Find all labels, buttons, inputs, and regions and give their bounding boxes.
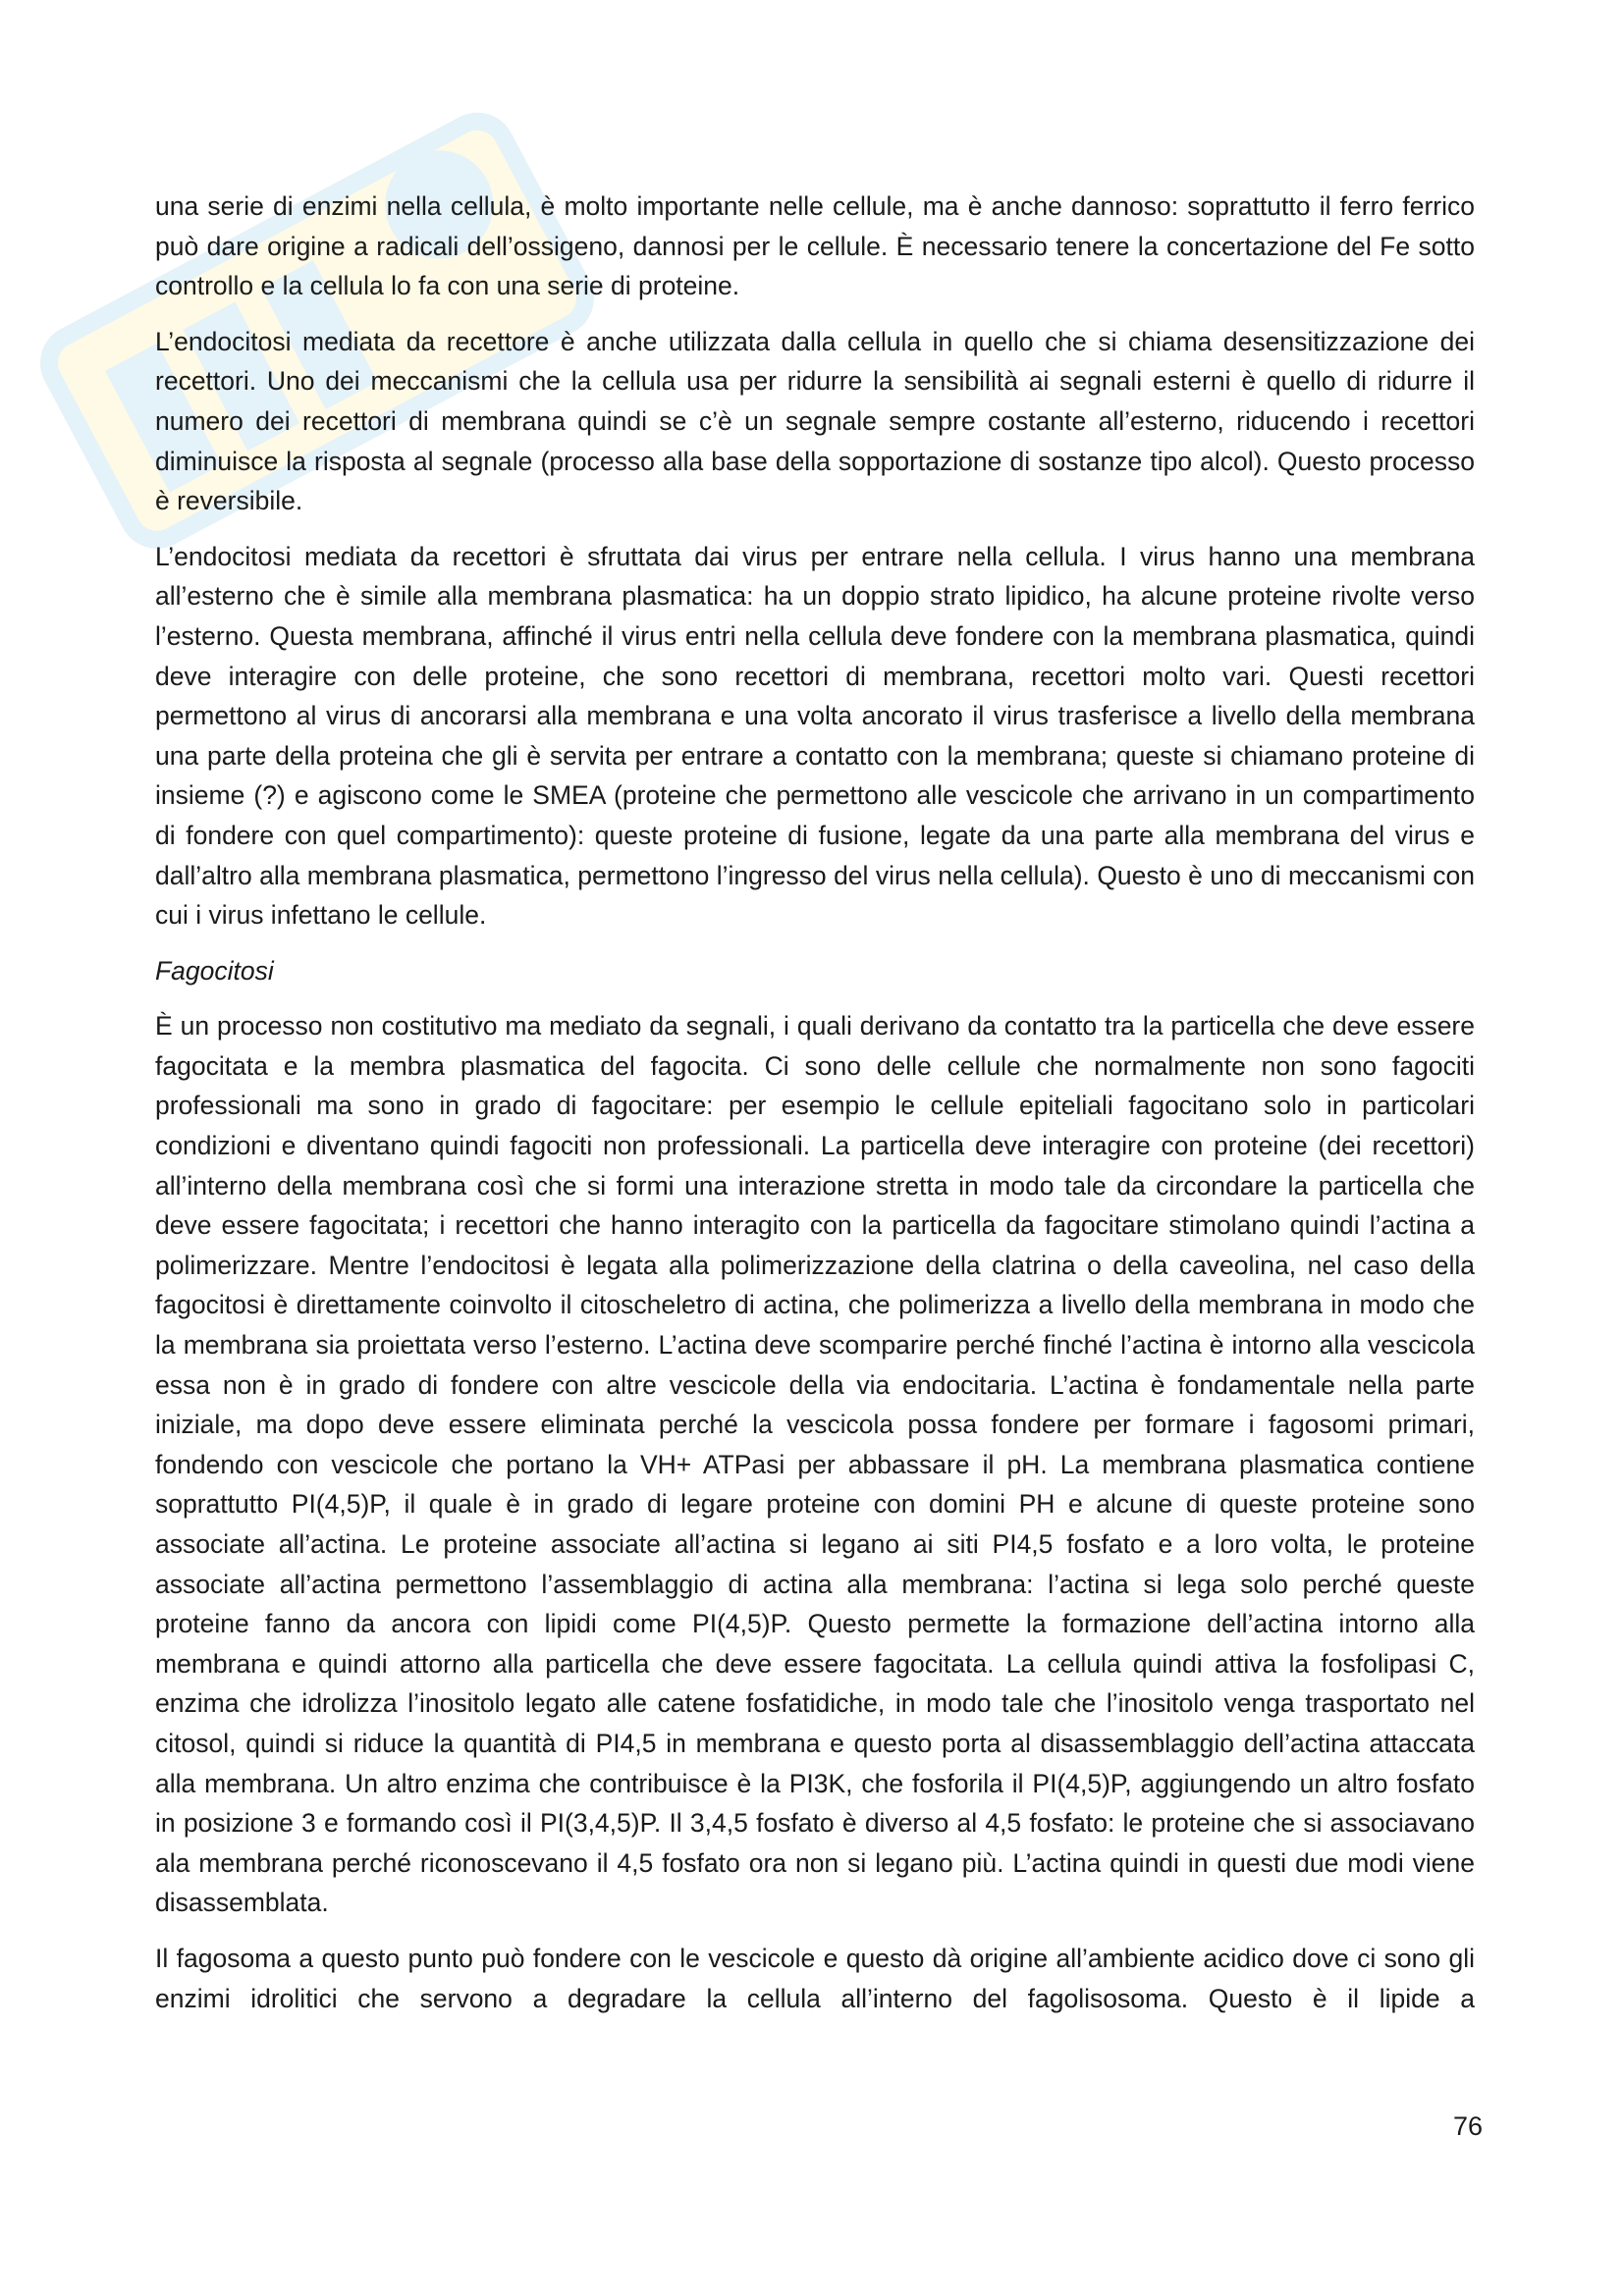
paragraph-fagocitosi: È un processo non costitutivo ma mediato da segnali, i quali derivano da contatto tra la particella che deve essere fagocitata e la membra plasmatica del fagocita. Ci sono delle cellule che normalmente non sono fagociti professionali ma sono in grado di fagocitare: per esempio le cellule epiteliali fagocitano solo in particolari condizioni e diventano quindi fagociti non professionali. La particella deve interagire con proteine (dei recettori) all’interno della membrana così che si formi una interazione stretta in modo tale da circondare la particella che deve essere fagocitata; i recettori che hanno interagito con la particella da fagocitare stimolano quindi l’actina a polimerizzare. Mentre l’endocitosi è legata alla polimerizzazione della clatrina o della caveolina, nel caso della fagocitosi è direttamente coinvolto il citoscheletro di actina, che polimerizza a livello della membrana in modo che la membrana sia proiettata verso l’esterno. L’actina deve scomparire perché finché l’actina è intorno alla vescicola essa non è in grado di fondere con altre vescicole della via endocitaria. L’actina è fondamentale nella parte iniziale, ma dopo deve essere eliminata perché la vescicola possa fondere per formare i fagosomi primari, fondendo con vescicole che portano la VH+ ATPasi per abbassare il pH. La membrana plasmatica contiene soprattutto PI(4,5)P, il quale è in grado di legare proteine con domini PH e alcune di queste proteine sono associate all’actina. Le proteine associate all’actina si legano ai siti PI4,5 fosfato e a loro volta, le proteine associate all’actina permettono l’assemblaggio di actina alla membrana: l’actina si lega solo perché queste proteine fanno da ancora con lipidi come PI(4,5)P. Questo permette la formazione dell’actina intorno alla membrana e quindi attorno alla particella che deve essere fagocitata. La cellula quindi attiva la fosfolipasi C, enzima che idrolizza l’inositolo legato alle catene fosfatidiche, in modo tale che l’inositolo venga trasportato nel citosol, quindi si riduce la quantità di PI4,5 in membrana e questo porta al disassemblaggio dell’actina attaccata alla membrana. Un altro enzima che contribuisce è la PI3K, che fosforila il PI(4,5)P, aggiungendo un altro fosfato in posizione 3 e formando così il PI(3,4,5)P. Il 3,4,5 fosfato è diverso al 4,5 fosfato: le proteine che si associavano ala membrana perché riconoscevano il 4,5 fosfato ora non si legano più. L’actina quindi in questi due modi viene disassemblata. — [155, 1011, 1475, 1918]
paragraph-fagosoma: Il fagosoma a questo punto può fondere con le vescicole e questo dà origine all’ambiente acidico dove ci sono gli enzimi idrolitici che servono a degradare la cellula all’interno del fagolisosoma. Questo è il lipide a — [155, 1943, 1475, 2013]
page-number: 76 — [1452, 2111, 1483, 2141]
document-body — [155, 187, 1475, 2034]
section-heading-fagocitosi: Fagocitosi — [155, 955, 274, 986]
paragraph-desensitizzazione: L’endocitosi mediata da recettore è anche utilizzata dalla cellula in quello che si chiama desensitizzazione dei recettori. Uno dei meccanismi che la cellula usa per ridurre la sensibilità ai segnali esterni è quello di ridurre il numero dei recettori di membrana quindi se c’è un segnale sempre costante all’esterno, riducendo i recettori diminuisce la risposta al segnale (processo alla base della sopportazione di sostanze tipo alcol). Questo processo è reversibile. — [155, 326, 1475, 516]
paragraph-ferro: una serie di enzimi nella cellula, è molto importante nelle cellule, ma è anche dannoso: soprattutto il ferro ferrico può dare origine a radicali dell’ossigeno, dannosi per le cellule. È necessario tenere la concertazione del Fe sotto controllo e la cellula lo fa con una serie di proteine. — [155, 191, 1475, 301]
paragraph-virus: L’endocitosi mediata da recettori è sfruttata dai virus per entrare nella cellula. I virus hanno una membrana all’esterno che è simile alla membrana plasmatica: ha un doppio strato lipidico, ha alcune proteine rivolte verso l’esterno. Questa membrana, affinché il virus entri nella cellula deve fondere con la membrana plasmatica, quindi deve interagire con delle proteine, che sono recettori di membrana, recettori molto vari. Questi recettori permettono al virus di ancorarsi alla membrana e una volta ancorato il virus trasferisce a livello della membrana una parte della proteina che gli è servita per entrare a contatto con la membrana; queste si chiamano proteine di insieme (?) e agiscono come le SMEA (proteine che permettono alle vescicole che arrivano in un compartimento di fondere con quel compartimento): queste proteine di fusione, legate da una parte alla membrana del virus e dall’altro alla membrana plasmatica, permettono l’ingresso del virus nella cellula). Questo è uno di meccanismi con cui i virus infettano le cellule. — [155, 541, 1475, 931]
